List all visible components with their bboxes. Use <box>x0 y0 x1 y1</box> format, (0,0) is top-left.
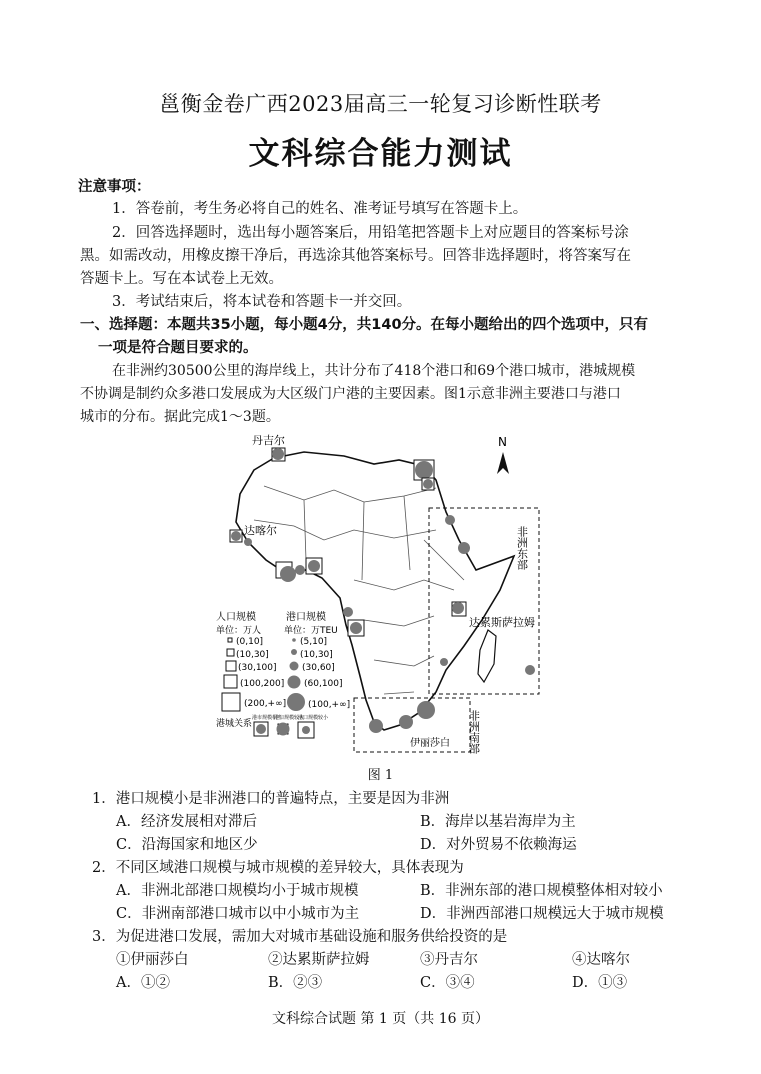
question-3-option-c: C．③④ <box>420 975 475 991</box>
svg-text:港城关系: 港城关系 <box>216 719 253 729</box>
svg-text:单位：万TEU: 单位：万TEU <box>284 626 338 636</box>
question-1-option-c: C．沿海国家和地区少 <box>116 837 258 853</box>
question-2-option-d: D．非洲西部港口规模远大于城市规模 <box>420 906 664 922</box>
exam-title: 邕衡金卷广西2023届高三一轮复习诊断性联考 <box>159 92 602 116</box>
north-arrow-icon <box>497 435 509 474</box>
question-3-item-3: ③丹吉尔 <box>420 952 478 968</box>
svg-text:(60,100]: (60,100] <box>304 679 343 689</box>
passage-line-2: 不协调是制约众多港口发展成为大区级门户港的主要因素。图1示意非洲主要港口与港口 <box>80 386 621 402</box>
section-heading-cont: 一项是符合题目要求的。 <box>98 340 258 356</box>
region-label-south: 非洲南部 <box>467 710 481 754</box>
question-1-option-d: D．对外贸易不依赖海运 <box>420 837 577 853</box>
svg-text:(200,+∞]: (200,+∞] <box>244 699 287 709</box>
svg-text:港口规模较大: 港口规模较大 <box>274 715 305 721</box>
svg-text:单位：万人: 单位：万人 <box>216 626 262 636</box>
question-2-option-c: C．非洲南部港口城市以中小城市为主 <box>116 906 360 922</box>
notice-item-1: 1．答卷前，考生务必将自己的姓名、准考证号填写在答题卡上。 <box>112 201 528 217</box>
notice-item-2-end: 答题卡上。写在本试卷上无效。 <box>80 271 283 287</box>
notice-item-2-cont: 黑。如需改动，用橡皮擦干净后，再选涂其他答案标号。回答非选择题时，将答案写在 <box>80 248 631 264</box>
svg-text:港市规模相当: 港市规模相当 <box>252 715 283 721</box>
question-2-stem: 2．不同区域港口规模与城市规模的差异较大，具体表现为 <box>92 860 464 876</box>
africa-port-map <box>214 430 550 755</box>
notice-item-2: 2．回答选择题时，选出每小题答案后，用铅笔把答题卡上对应题目的答案标号涂 <box>112 225 629 241</box>
svg-text:N: N <box>498 435 507 449</box>
question-2-option-a: A．非洲北部港口规模均小于城市规模 <box>116 883 359 899</box>
exam-subtitle: 文科综合能力测试 <box>248 136 513 172</box>
figure-caption: 图 1 <box>367 768 394 783</box>
question-3-option-d: D．①③ <box>572 975 628 991</box>
question-3-item-4: ④达喀尔 <box>572 952 630 968</box>
city-label-tangier: 丹吉尔 <box>252 434 285 447</box>
region-label-east: 非洲东部 <box>515 526 529 570</box>
question-1-option-b: B．海岸以基岩海岸为主 <box>420 814 576 830</box>
question-1-stem: 1．港口规模小是非洲港口的普遍特点，主要是因为非洲 <box>92 791 450 807</box>
svg-text:(30,60]: (30,60] <box>302 663 335 673</box>
passage-line-3: 城市的分布。据此完成1～3题。 <box>80 409 280 425</box>
city-label-dar-es-salaam: 达累斯萨拉姆 <box>469 616 535 629</box>
svg-text:港口规模较小: 港口规模较小 <box>298 715 329 721</box>
section-heading: 一、选择题：本题共35小题，每小题4分，共140分。在每小题给出的四个选项中，只有 <box>80 317 649 333</box>
map-legend <box>216 610 350 738</box>
notice-item-3: 3．考试结束后，将本试卷和答题卡一并交回。 <box>112 294 412 310</box>
question-3-item-1: ①伊丽莎白 <box>116 952 189 968</box>
svg-text:(0,10]: (0,10] <box>236 637 264 647</box>
svg-text:(30,100]: (30,100] <box>238 663 277 673</box>
city-label-dakar: 达喀尔 <box>244 524 277 537</box>
svg-text:(10,30]: (10,30] <box>236 650 269 660</box>
question-1-option-a: A．经济发展相对滞后 <box>116 814 257 830</box>
svg-text:(100,+∞]: (100,+∞] <box>308 700 351 710</box>
question-3-option-a: A．①② <box>116 975 170 991</box>
question-3-stem: 3．为促进港口发展，需加大对城市基础设施和服务供给投资的是 <box>92 929 508 945</box>
svg-text:(5,10]: (5,10] <box>300 637 328 647</box>
svg-text:人口规模: 人口规模 <box>216 612 256 623</box>
question-3-item-2: ②达累斯萨拉姆 <box>268 952 370 968</box>
svg-text:(10,30]: (10,30] <box>300 650 333 660</box>
madagascar-outline <box>478 630 496 682</box>
question-3-option-b: B．②③ <box>268 975 323 991</box>
page-footer: 文科综合试题 第 1 页（共 16 页） <box>272 1011 489 1027</box>
notice-heading: 注意事项： <box>78 179 151 195</box>
passage-line-1: 在非洲约30500公里的海岸线上，共计分布了418个港口和69个港口城市，港城规模 <box>112 363 636 379</box>
city-label-port-elizabeth: 伊丽莎白 <box>410 738 450 749</box>
svg-text:港口规模: 港口规模 <box>286 612 326 623</box>
question-2-option-b: B．非洲东部的港口规模整体相对较小 <box>420 883 663 899</box>
svg-text:(100,200]: (100,200] <box>240 679 285 689</box>
